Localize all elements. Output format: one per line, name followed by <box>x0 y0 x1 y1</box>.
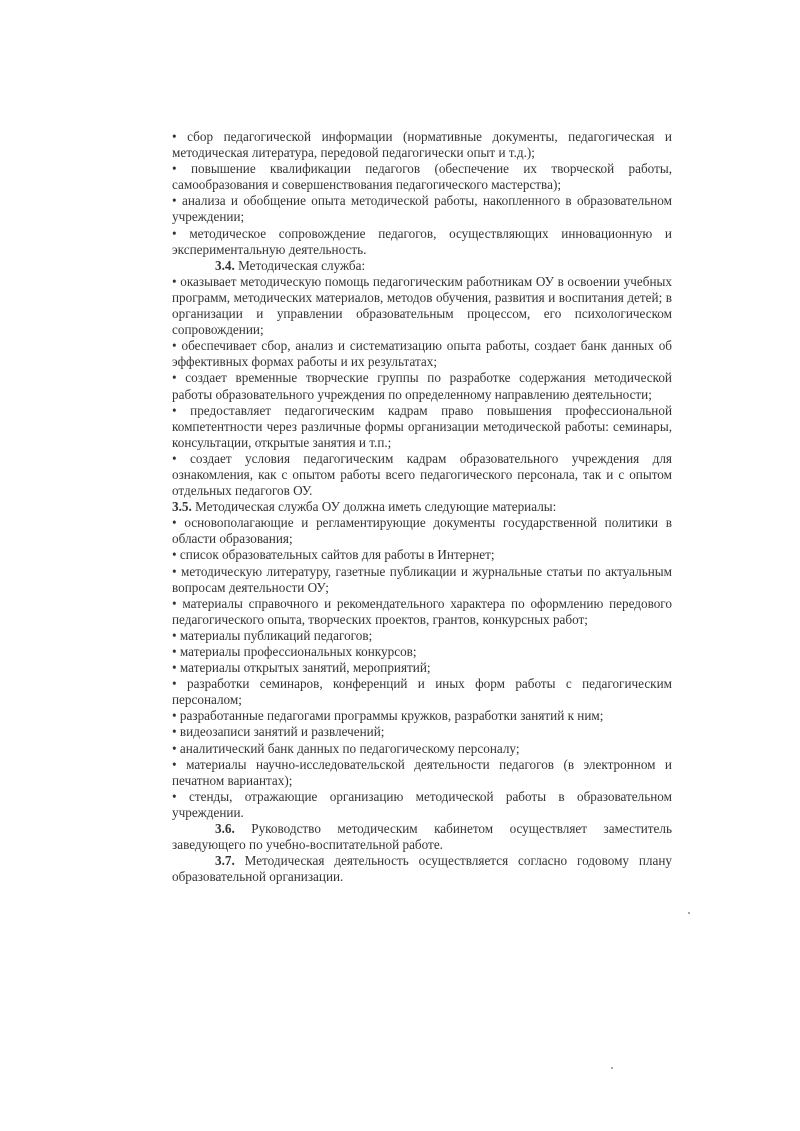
list-item: • оказывает методическую помощь педагогическим работникам ОУ в освоении учебных программ, методических материалов, методов обучения, развития и воспитания детей; в организации и управлении образовательным процессом, его психологическом сопровождении; <box>172 274 672 338</box>
section-3-7-paragraph <box>172 853 672 885</box>
scan-speck <box>688 912 690 914</box>
list-item: • список образовательных сайтов для работы в Интернет; <box>172 547 672 563</box>
list-item: • материалы научно-исследовательской деятельности педагогов (в электронном и печатном вариантах); <box>172 757 672 789</box>
scan-speck <box>611 1067 613 1069</box>
section-3-4-list <box>172 274 672 499</box>
section-a-list <box>172 129 672 258</box>
list-item: • материалы справочного и рекомендательного характера по оформлению передового педагогического опыта, творческих проектов, грантов, конкурсных работ; <box>172 596 672 628</box>
section-number: 3.7. <box>215 853 235 869</box>
list-item: • создает условия педагогическим кадрам образовательного учреждения для ознакомления, как с опытом работы всего педагогического персонала, так и с опытом отдельных педагогов ОУ. <box>172 451 672 499</box>
section-number: 3.5. <box>172 499 192 515</box>
list-item: • разработанные педагогами программы кружков, разработки занятий к ним; <box>172 708 672 724</box>
document-page <box>172 129 672 885</box>
section-3-5-heading <box>172 499 672 515</box>
list-item: • аналитический банк данных по педагогическому персоналу; <box>172 741 672 757</box>
list-item: • материалы публикаций педагогов; <box>172 628 672 644</box>
list-item: • разработки семинаров, конференций и иных форм работы с педагогическим персоналом; <box>172 676 672 708</box>
section-text: Руководство методическим кабинетом осуществляет заместитель заведующего по учебно-воспитательной работе. <box>172 821 672 853</box>
section-3-6-paragraph <box>172 821 672 853</box>
section-3-5-list <box>172 515 672 821</box>
section-title: Методическая служба: <box>238 257 366 273</box>
list-item: • материалы открытых занятий, мероприятий; <box>172 660 672 676</box>
section-number: 3.6. <box>215 821 235 837</box>
list-item: • методическое сопровождение педагогов, осуществляющих инновационную и экспериментальную деятельность. <box>172 226 672 258</box>
list-item: • предоставляет педагогическим кадрам право повышения профессиональной компетентности через различные формы организации методической работы: семинары, консультации, открытые занятия и т.п.; <box>172 403 672 451</box>
list-item: • видеозаписи занятий и развлечений; <box>172 724 672 740</box>
section-text: Методическая деятельность осуществляется согласно годовому плану образовательной организации. <box>172 853 673 885</box>
section-title: Методическая служба ОУ должна иметь следующие материалы: <box>195 499 557 515</box>
list-item: • сбор педагогической информации (нормативные документы, педагогическая и методическая литература, передовой педагогически опыт и т.д.); <box>172 129 672 161</box>
section-3-4-heading <box>172 258 672 274</box>
list-item: • стенды, отражающие организацию методической работы в образовательном учреждении. <box>172 789 672 821</box>
list-item: • создает временные творческие группы по разработке содержания методической работы образовательного учреждения по определенному направлению деятельности; <box>172 370 672 402</box>
list-item: • анализа и обобщение опыта методической работы, накопленного в образовательном учреждении; <box>172 193 672 225</box>
list-item: • обеспечивает сбор, анализ и систематизацию опыта работы, создает банк данных об эффективных формах работы и их результатах; <box>172 338 672 370</box>
section-number: 3.4. <box>215 257 235 273</box>
list-item: • повышение квалификации педагогов (обеспечение их творческой работы, самообразования и совершенствования педагогического мастерства); <box>172 161 672 193</box>
list-item: • материалы профессиональных конкурсов; <box>172 644 672 660</box>
list-item: • основополагающие и регламентирующие документы государственной политики в области образования; <box>172 515 672 547</box>
list-item: • методическую литературу, газетные публикации и журнальные статьи по актуальным вопросам деятельности ОУ; <box>172 564 672 596</box>
